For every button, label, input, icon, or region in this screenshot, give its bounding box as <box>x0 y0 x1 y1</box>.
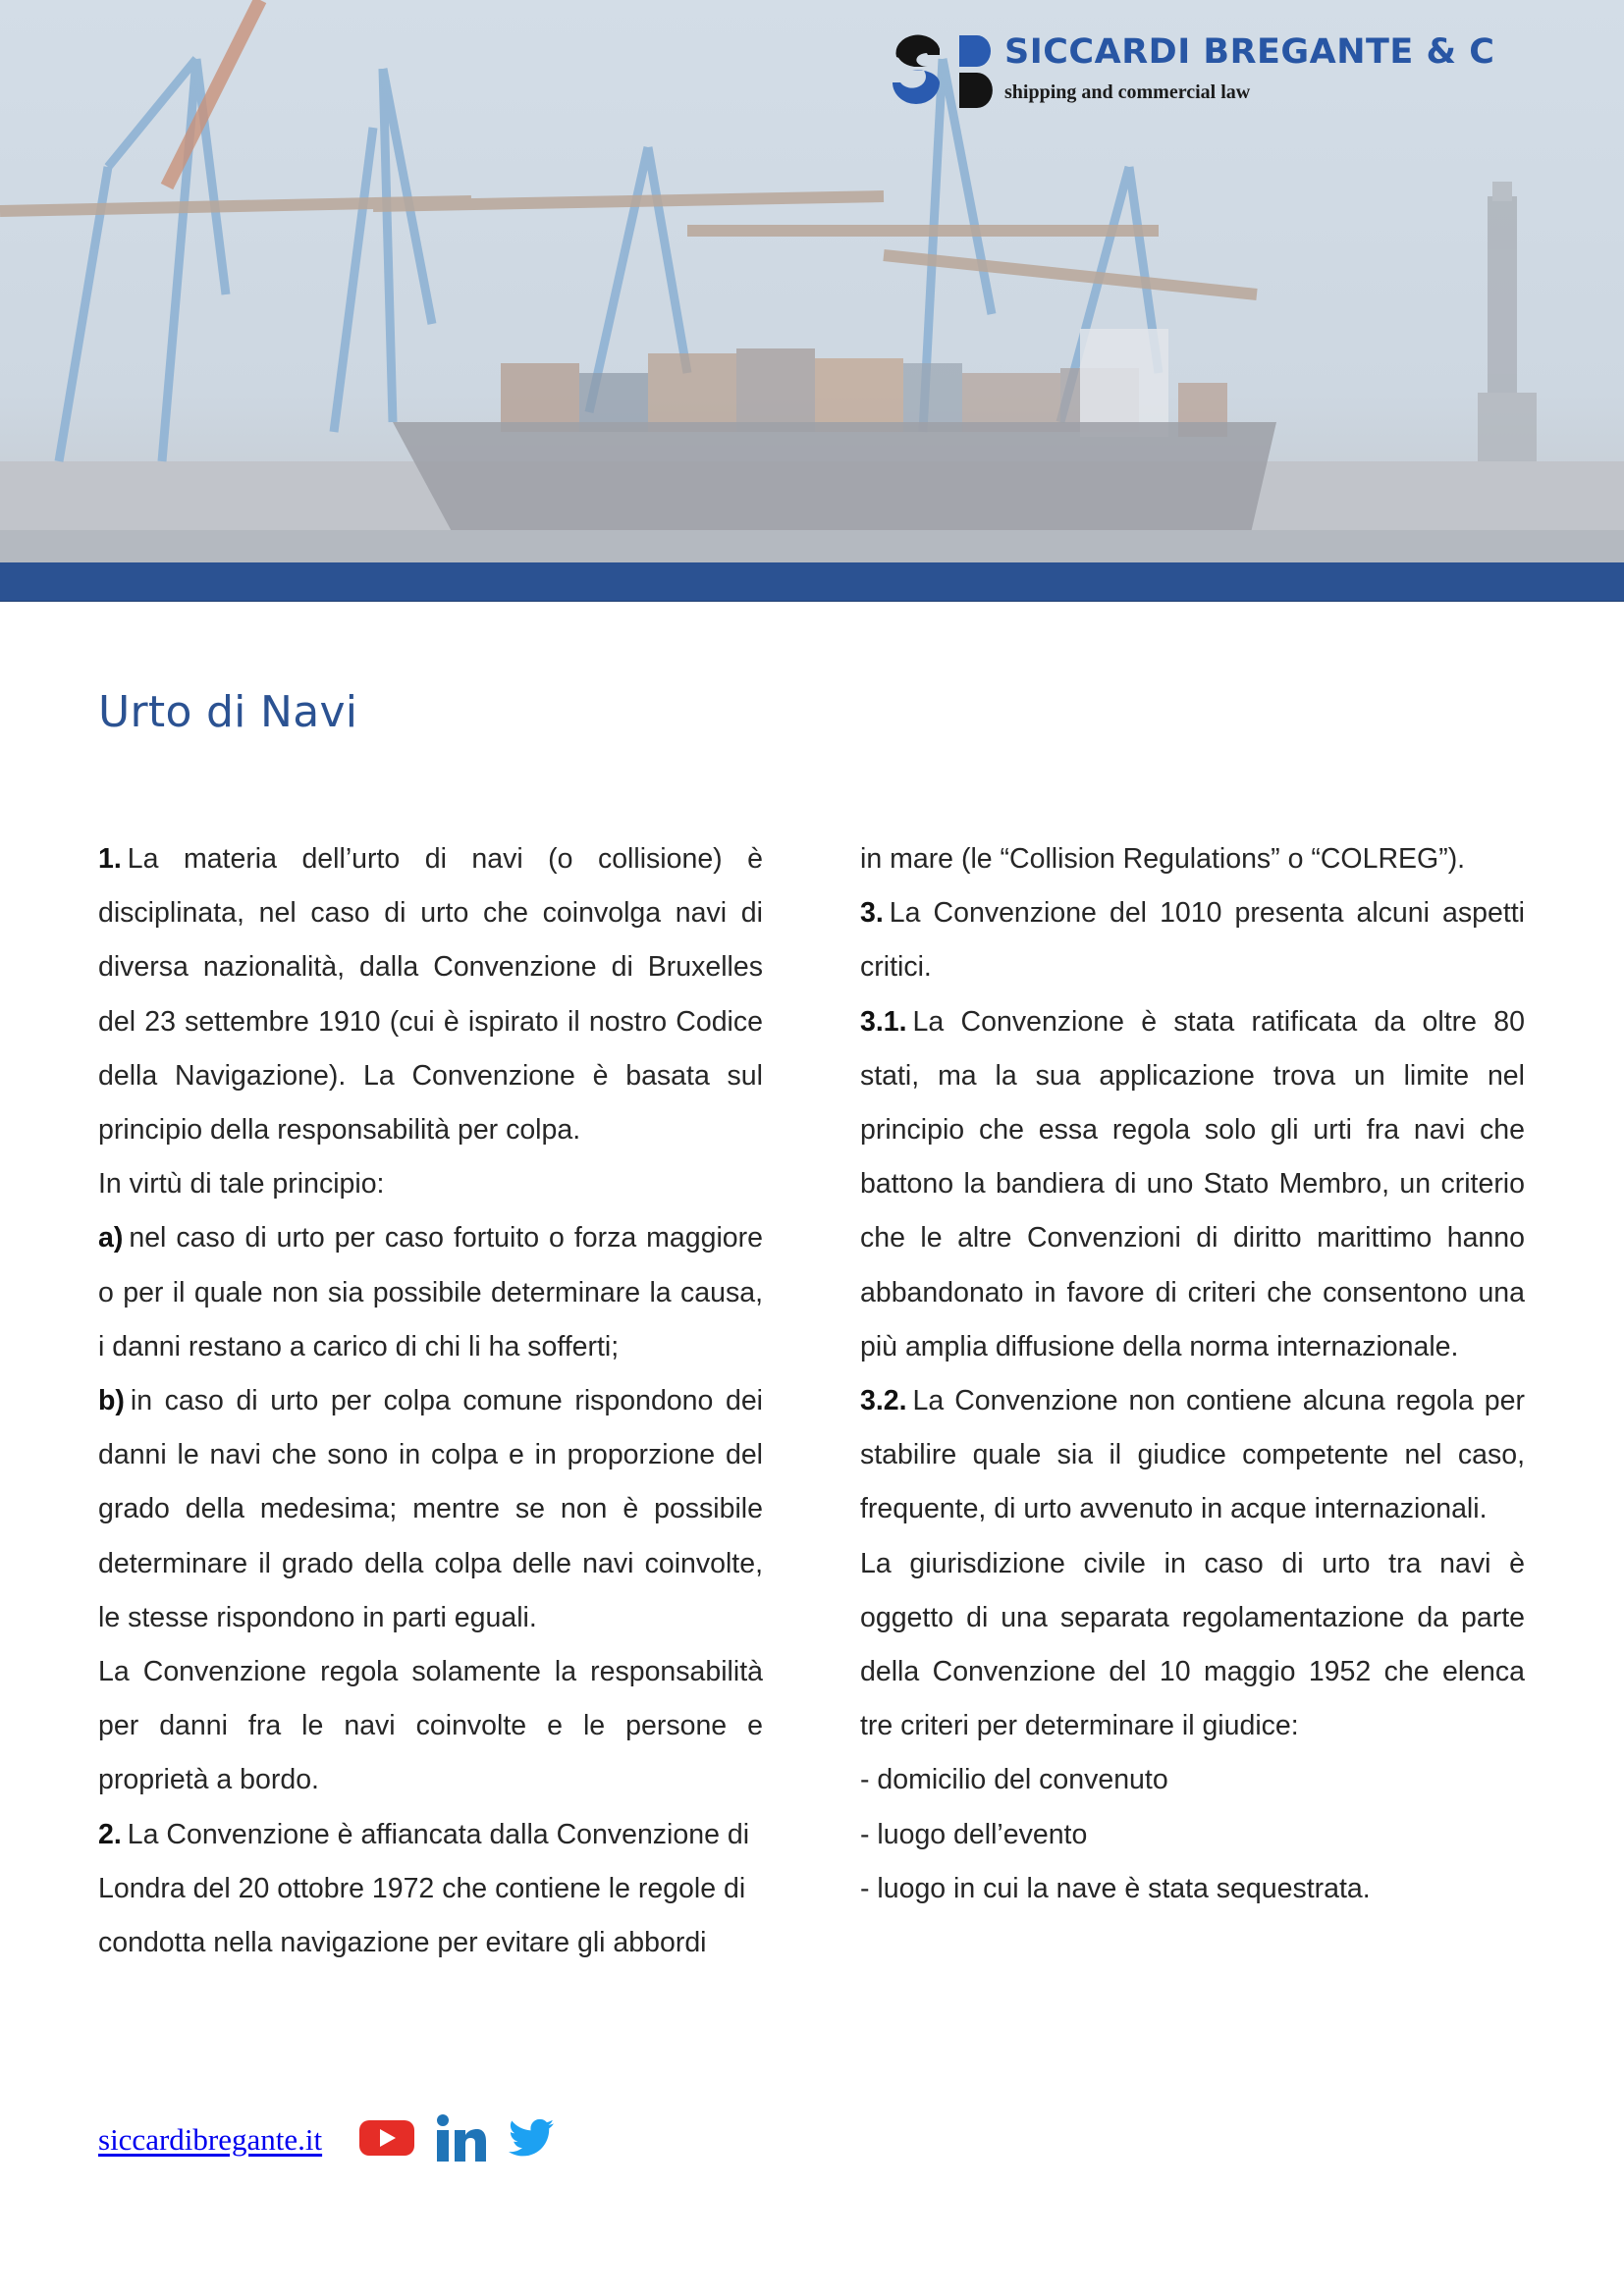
twitter-icon[interactable] <box>509 2118 554 2163</box>
paragraph-text: La Convenzione è affiancata dalla Convenzione di Londra del 20 ottobre 1972 che contiene le regole di condotta nella navigazione per evitare gli abbordi <box>98 1818 750 1959</box>
paragraph-text: nel caso di urto per caso fortuito o forza maggiore o per il quale non sia possibile determinare la causa, i danni restano a carico di chi li ha sofferti; <box>98 1222 763 1362</box>
paragraph <box>860 1537 1525 1754</box>
social-links <box>359 2113 554 2167</box>
section-number: b) <box>98 1385 125 1417</box>
section-number: 2. <box>98 1818 122 1850</box>
youtube-icon[interactable] <box>359 2118 414 2163</box>
paragraph-text: La materia dell’urto di navi (o collisione) è disciplinata, nel caso di urto che coinvolga navi di diversa nazionalità, dalla Convenzione di Bruxelles del 23 settembre 1910 (cui è ispirato il nostro Codice della Navigazione). La Convenzione è basata sul principio della responsabilità per colpa. <box>98 843 763 1147</box>
page-title: Urto di Navi <box>98 687 358 737</box>
paragraph-text: In virtù di tale principio: <box>98 1168 385 1201</box>
paragraph-text: La Convenzione regola solamente la responsabilità per danni fra le navi coinvolte e le persone e proprietà a bordo. <box>98 1656 763 1796</box>
linkedin-icon[interactable] <box>436 2113 487 2167</box>
paragraph <box>860 995 1525 1374</box>
criterion-text: - domicilio del convenuto <box>860 1764 1168 1796</box>
paragraph <box>98 1374 763 1645</box>
website-link[interactable]: siccardibregante.it <box>98 2122 323 2157</box>
paragraph-text: La Convenzione non contiene alcuna regola per stabilire quale sia il giudice competente nel caso, frequente, di urto avvenuto in acque internazionali. <box>860 1385 1525 1525</box>
right-column <box>860 832 1525 1916</box>
logo-mark-icon <box>889 31 999 110</box>
paragraph-text: in caso di urto per colpa comune rispondono dei danni le navi che sono in colpa e in proporzione del grado della medesima; mentre se non è possibile determinare il grado della colpa delle navi coinvolte, le stesse rispondono in parti eguali. <box>98 1385 763 1633</box>
list-item <box>860 1753 1525 1807</box>
paragraph <box>98 1645 763 1808</box>
criterion-text: - luogo dell’evento <box>860 1818 1088 1850</box>
paragraph-text: in mare (le “Collision Regulations” o “COLREG”). <box>860 843 1466 875</box>
section-number: 3. <box>860 897 884 930</box>
paragraph-text: La Convenzione del 1010 presenta alcuni aspetti critici. <box>860 897 1525 984</box>
section-number: 3.1. <box>860 1005 907 1038</box>
paragraph <box>98 832 763 1157</box>
brand-tagline: shipping and commercial law <box>1004 81 1251 103</box>
left-column <box>98 832 763 1970</box>
list-item <box>860 1808 1525 1862</box>
brand-logo <box>889 31 1494 110</box>
header-banner <box>0 0 1624 562</box>
criterion-text: - luogo in cui la nave è stata sequestrata. <box>860 1872 1371 1904</box>
footer <box>98 2110 554 2169</box>
paragraph-text: La Convenzione è stata ratificata da oltre 80 stati, ma la sua applicazione trova un limite nel principio che essa regola solo gli urti fra navi che battono la bandiera di uno Stato Membro, un criterio che le altre Convenzioni di diritto marittimo hanno abbandonato in favore di criteri che consentono una più amplia diffusione della norma internazionale. <box>860 1005 1525 1362</box>
paragraph <box>860 1374 1525 1537</box>
paragraph <box>98 1211 763 1374</box>
section-number: 3.2. <box>860 1385 907 1417</box>
paragraph <box>860 886 1525 994</box>
list-item <box>860 1862 1525 1916</box>
brand-name: SICCARDI BREGANTE & C <box>1004 32 1495 72</box>
section-number: a) <box>98 1222 124 1255</box>
paragraph-text: La giurisdizione civile in caso di urto tra navi è oggetto di una separata regolamentazione da parte della Convenzione del 10 maggio 1952 che elenca tre criteri per determinare il giudice: <box>860 1547 1525 1742</box>
section-number: 1. <box>98 843 122 875</box>
paragraph <box>98 1808 763 1971</box>
paragraph <box>860 832 1525 886</box>
paragraph <box>98 1157 763 1211</box>
header-divider-band <box>0 562 1624 602</box>
